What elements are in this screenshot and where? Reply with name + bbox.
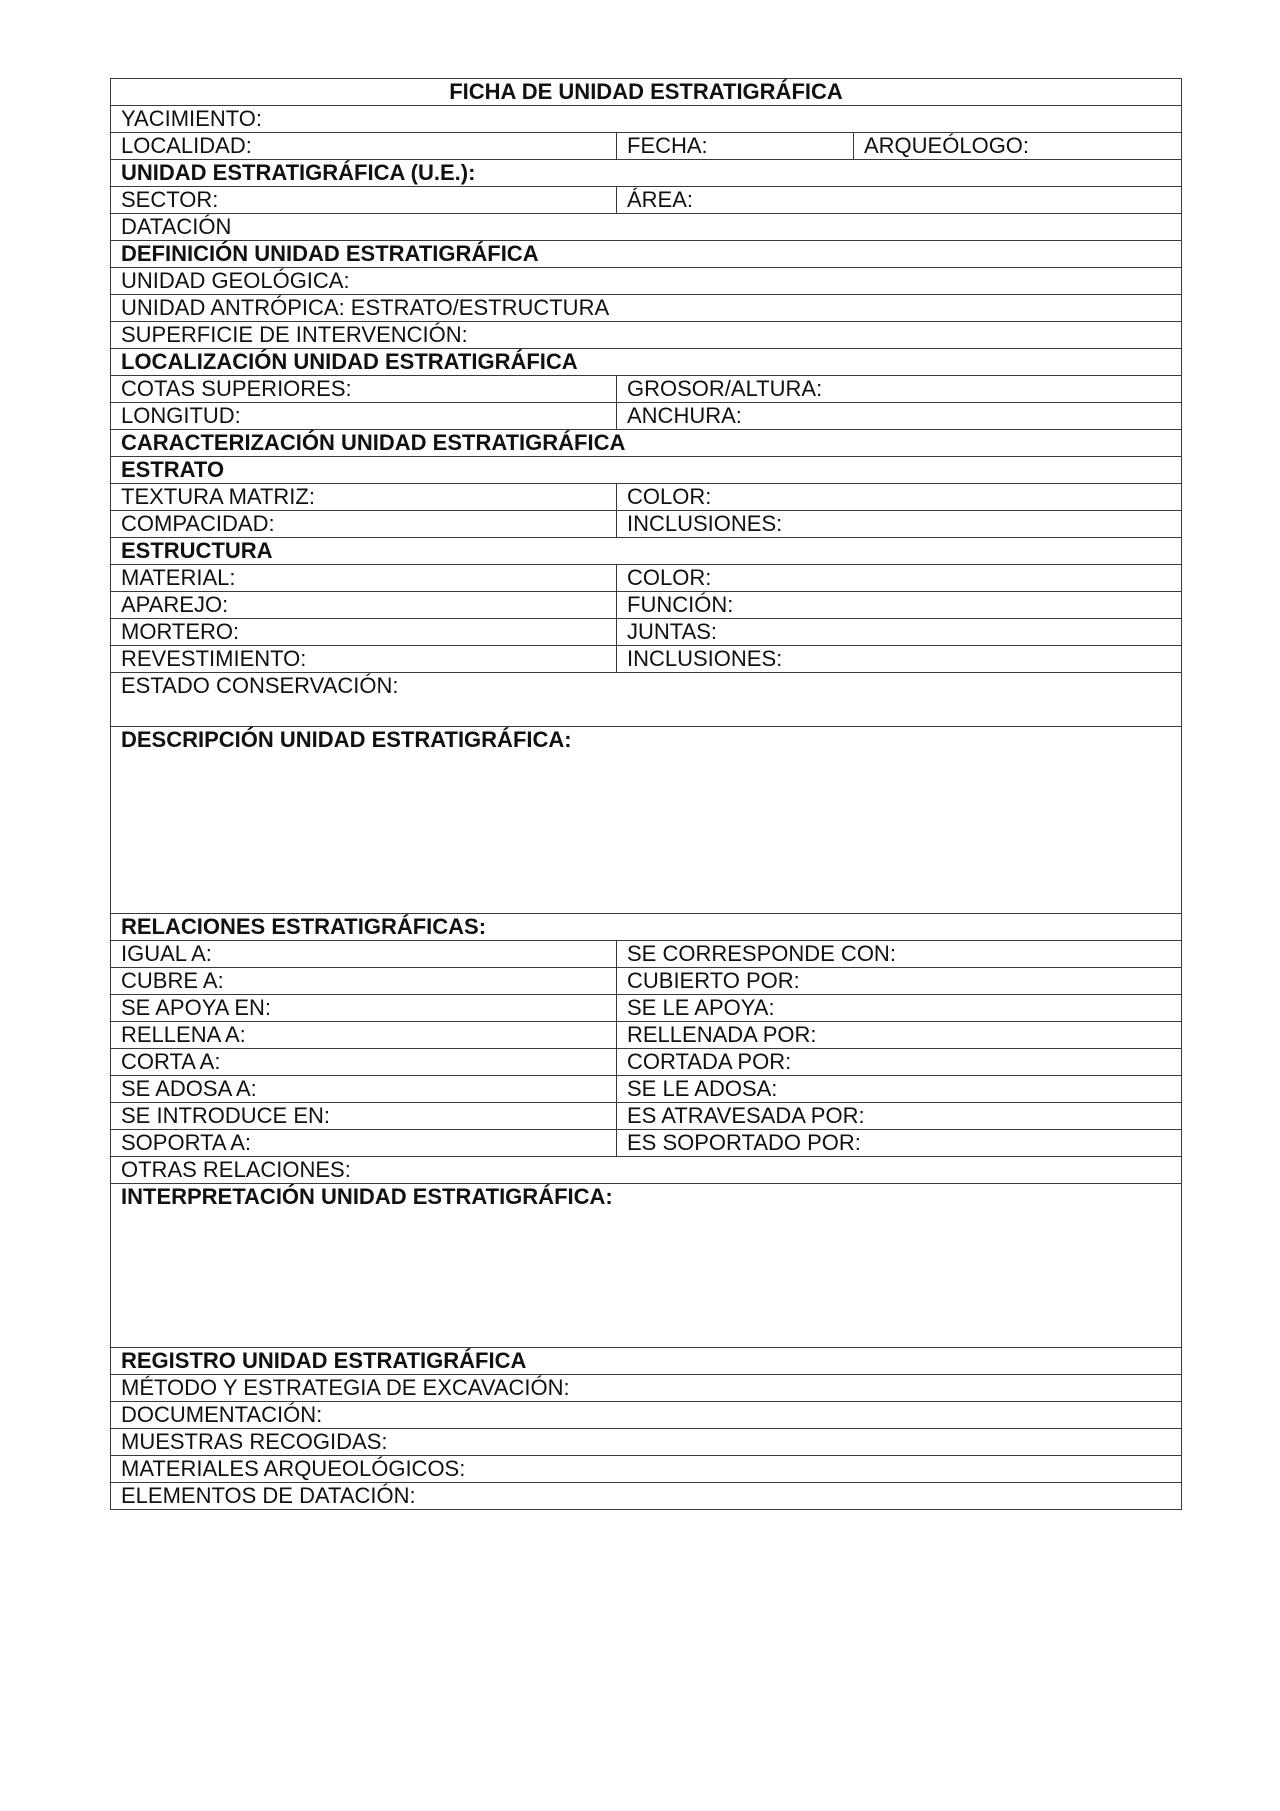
yacimiento-colon: : <box>255 106 262 131</box>
relacion-row <box>111 1130 1182 1157</box>
juntas-field[interactable]: JUNTAS: <box>617 619 1182 646</box>
yacimiento-label: YACIMIENTO <box>121 106 256 131</box>
relacion-left-field[interactable]: SE INTRODUCE EN: <box>111 1103 617 1130</box>
form-title: FICHA DE UNIDAD ESTRATIGRÁFICA <box>111 79 1182 106</box>
relacion-left-field[interactable]: CORTA A: <box>111 1049 617 1076</box>
anchura-field[interactable]: ANCHURA: <box>617 403 1182 430</box>
stratigraphic-unit-form <box>110 78 1182 1510</box>
relacion-row <box>111 1022 1182 1049</box>
ue-header: UNIDAD ESTRATIGRÁFICA (U.E.): <box>111 160 1182 187</box>
row-material <box>111 565 1182 592</box>
row-muestras <box>111 1429 1182 1456</box>
row-aparejo <box>111 592 1182 619</box>
row-estructura-header <box>111 538 1182 565</box>
row-documentacion <box>111 1402 1182 1429</box>
row-caracterizacion-header <box>111 430 1182 457</box>
row-yacimiento <box>111 106 1182 133</box>
row-metodo <box>111 1375 1182 1402</box>
row-descripcion <box>111 727 1182 914</box>
relacion-row <box>111 1076 1182 1103</box>
localizacion-header: LOCALIZACIÓN UNIDAD ESTRATIGRÁFICA <box>111 349 1182 376</box>
unidad-geologica-field[interactable]: UNIDAD GEOLÓGICA: <box>111 268 1182 295</box>
superficie-field[interactable]: SUPERFICIE DE INTERVENCIÓN: <box>111 322 1182 349</box>
relacion-right-field[interactable]: SE LE ADOSA: <box>617 1076 1182 1103</box>
estrato-header: ESTRATO <box>111 457 1182 484</box>
row-estrato-header <box>111 457 1182 484</box>
estado-conservacion-field[interactable]: ESTADO CONSERVACIÓN: <box>111 673 1182 727</box>
longitud-field[interactable]: LONGITUD: <box>111 403 617 430</box>
row-unidad-geologica <box>111 268 1182 295</box>
relacion-row <box>111 1049 1182 1076</box>
row-title <box>111 79 1182 106</box>
relacion-right-field[interactable]: CORTADA POR: <box>617 1049 1182 1076</box>
relacion-left-field[interactable]: SE ADOSA A: <box>111 1076 617 1103</box>
inclusiones-estructura-field[interactable]: INCLUSIONES: <box>617 646 1182 673</box>
elementos-field[interactable]: ELEMENTOS DE DATACIÓN: <box>111 1483 1182 1510</box>
materiales-field[interactable]: MATERIALES ARQUEOLÓGICOS: <box>111 1456 1182 1483</box>
unidad-antropica-field[interactable]: UNIDAD ANTRÓPICA: ESTRATO/ESTRUCTURA <box>111 295 1182 322</box>
color-estructura-field[interactable]: COLOR: <box>617 565 1182 592</box>
row-sector <box>111 187 1182 214</box>
relacion-row <box>111 995 1182 1022</box>
funcion-field[interactable]: FUNCIÓN: <box>617 592 1182 619</box>
estructura-header: ESTRUCTURA <box>111 538 1182 565</box>
relacion-left-field[interactable]: CUBRE A: <box>111 968 617 995</box>
row-relaciones-header <box>111 914 1182 941</box>
row-registro-header <box>111 1348 1182 1375</box>
relacion-right-field[interactable]: SE CORRESPONDE CON: <box>617 941 1182 968</box>
color-estrato-field[interactable]: COLOR: <box>617 484 1182 511</box>
sector-field[interactable]: SECTOR: <box>111 187 617 214</box>
row-localidad <box>111 133 1182 160</box>
relacion-right-field[interactable]: ES SOPORTADO POR: <box>617 1130 1182 1157</box>
row-cotas <box>111 376 1182 403</box>
row-estado-conservacion <box>111 673 1182 727</box>
relacion-left-field[interactable]: RELLENA A: <box>111 1022 617 1049</box>
row-revestimiento <box>111 646 1182 673</box>
row-ue-header <box>111 160 1182 187</box>
row-interpretacion <box>111 1184 1182 1348</box>
relacion-left-field[interactable]: SE APOYA EN: <box>111 995 617 1022</box>
caracterizacion-header: CARACTERIZACIÓN UNIDAD ESTRATIGRÁFICA <box>111 430 1182 457</box>
row-mortero <box>111 619 1182 646</box>
compacidad-field[interactable]: COMPACIDAD: <box>111 511 617 538</box>
descripcion-field[interactable]: DESCRIPCIÓN UNIDAD ESTRATIGRÁFICA: <box>111 727 1182 914</box>
row-definicion-header <box>111 241 1182 268</box>
textura-field[interactable]: TEXTURA MATRIZ: <box>111 484 617 511</box>
relacion-right-field[interactable]: ES ATRAVESADA POR: <box>617 1103 1182 1130</box>
grosor-field[interactable]: GROSOR/ALTURA: <box>617 376 1182 403</box>
mortero-field[interactable]: MORTERO: <box>111 619 617 646</box>
row-unidad-antropica <box>111 295 1182 322</box>
cotas-field[interactable]: COTAS SUPERIORES: <box>111 376 617 403</box>
relaciones-header: RELACIONES ESTRATIGRÁFICAS: <box>111 914 1182 941</box>
relacion-left-field[interactable]: IGUAL A: <box>111 941 617 968</box>
metodo-field[interactable]: MÉTODO Y ESTRATEGIA DE EXCAVACIÓN: <box>111 1375 1182 1402</box>
interpretacion-field[interactable]: INTERPRETACIÓN UNIDAD ESTRATIGRÁFICA: <box>111 1184 1182 1348</box>
definicion-header: DEFINICIÓN UNIDAD ESTRATIGRÁFICA <box>111 241 1182 268</box>
relacion-row <box>111 941 1182 968</box>
otras-relaciones-field[interactable]: OTRAS RELACIONES: <box>111 1157 1182 1184</box>
relacion-right-field[interactable]: RELLENADA POR: <box>617 1022 1182 1049</box>
relacion-left-field[interactable]: SOPORTA A: <box>111 1130 617 1157</box>
arqueologo-field[interactable]: ARQUEÓLOGO: <box>854 133 1182 160</box>
relacion-row <box>111 968 1182 995</box>
fecha-field[interactable]: FECHA: <box>617 133 854 160</box>
datacion-field[interactable]: DATACIÓN <box>111 214 1182 241</box>
material-field[interactable]: MATERIAL: <box>111 565 617 592</box>
yacimiento-field[interactable] <box>111 106 1182 133</box>
row-localizacion-header <box>111 349 1182 376</box>
row-materiales <box>111 1456 1182 1483</box>
revestimiento-field[interactable]: REVESTIMIENTO: <box>111 646 617 673</box>
area-field[interactable]: ÁREA: <box>617 187 1182 214</box>
row-compacidad <box>111 511 1182 538</box>
relacion-right-field[interactable]: SE LE APOYA: <box>617 995 1182 1022</box>
row-elementos <box>111 1483 1182 1510</box>
row-superficie <box>111 322 1182 349</box>
row-longitud <box>111 403 1182 430</box>
registro-header: REGISTRO UNIDAD ESTRATIGRÁFICA <box>111 1348 1182 1375</box>
row-textura <box>111 484 1182 511</box>
relacion-row <box>111 1103 1182 1130</box>
documentacion-field[interactable]: DOCUMENTACIÓN: <box>111 1402 1182 1429</box>
row-datacion <box>111 214 1182 241</box>
muestras-field[interactable]: MUESTRAS RECOGIDAS: <box>111 1429 1182 1456</box>
relacion-right-field[interactable]: CUBIERTO POR: <box>617 968 1182 995</box>
localidad-field[interactable]: LOCALIDAD: <box>111 133 617 160</box>
inclusiones-estrato-field[interactable]: INCLUSIONES: <box>617 511 1182 538</box>
row-otras-relaciones <box>111 1157 1182 1184</box>
aparejo-field[interactable]: APAREJO: <box>111 592 617 619</box>
